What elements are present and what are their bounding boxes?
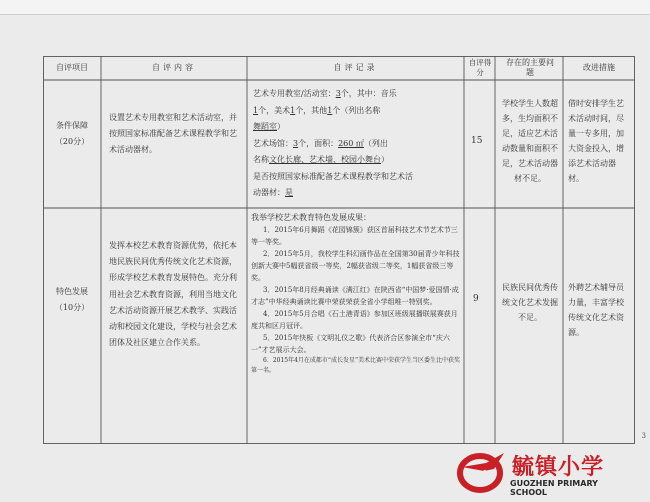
record-item-4: 4．2015年5月合唱《石土港青语》参加区班级展播联展赛获月度共和区月冠评。	[251, 310, 458, 330]
page-number: 3	[641, 432, 646, 440]
row1-measures: 借时安排学生艺术活动时间，尽量一专多用，加大资金投入，增添艺术活动器材。	[568, 99, 624, 183]
record-intro: 我举学校艺术教育特色发展成果：	[251, 213, 371, 222]
header-measures: 改进措施	[583, 63, 615, 72]
row1-problems: 学校学生人数超多，生均面积不足，适应艺术活动数量和面积不足，艺术活动器材不足。	[502, 99, 558, 183]
row1-record	[253, 86, 461, 202]
record-item-1: 1．2015年6月舞蹈《花园锦簇》获区首届科技艺术节艺术节三等一等奖。	[251, 226, 458, 246]
school-logo	[456, 447, 636, 497]
record-item-3: 3．2015年8月经典诵读《满江红》在陕西省“中国梦·爱国情·成才志”中华经典诵读比赛中荣获荣获全省小学组唯一特别奖。	[251, 286, 459, 306]
header-item: 自评项目	[56, 63, 88, 72]
row2-record	[251, 212, 461, 376]
row2-item: 特色发展（10分）	[54, 287, 90, 312]
row2-measures: 外聘艺术辅导员力量，丰富学校传统文化艺术资源。	[568, 283, 624, 337]
logo-name-cn: 毓镇小学	[512, 454, 605, 480]
row2-content: 发挥本校艺术教育资源优势，依托本地民族民间优秀传统文化艺术资源，形成学校艺术教育发展特色。充分利用社会艺术教育资源，利用当地文化艺术活动资源开展艺术教学、实践活动和校园文化建设，学校与社会艺术团体及社区建立合作关系。	[109, 241, 237, 348]
record-line-rooms: 艺术专用教室/活动室：3个，其中：音乐	[253, 89, 397, 98]
record-line-equipment-a: 动器材：是	[253, 188, 293, 197]
record-line-room-types: 1个，美术1个，其他1个（列出名称	[253, 105, 381, 115]
logo-name-en: GUOZHEN PRIMARY SCHOOL	[510, 479, 598, 497]
record-line-room-name: 舞蹈室）	[253, 122, 285, 131]
record-item-5: 5．2015年快板《文明礼仪之歌》代表济合区参演全市“庆六一”才艺展示大会。	[251, 334, 450, 354]
page-edge	[0, 0, 650, 15]
header-content: 自评内容	[152, 63, 196, 72]
evaluation-table	[43, 56, 635, 444]
header-record: 自评记录	[333, 63, 378, 72]
record-item-2: 2．2015年5月，我校学生科幻画作品在全国第30届青少年科技创新大赛中5幅获省级一等奖，2幅获省级二等奖，1幅获省级三等奖。	[251, 250, 460, 282]
record-line-venue-names: 名称文化长廊、艺术墙、校园小舞台）	[253, 155, 389, 164]
row2-score: 9	[473, 294, 479, 304]
header-score: 自评得分	[468, 58, 492, 77]
record-line-equipment-q: 是否按照国家标准配备艺术课程教学和艺术活	[253, 171, 413, 181]
row1-score: 15	[471, 136, 483, 146]
record-item-6: 6．2015年4月在成都市“成长发星”美术比赛中荣获学生当区委生比中获奖第一名。	[251, 357, 461, 374]
row1-content: 设置艺术专用教室和艺术活动室，并按照国家标准配备艺术课程教学和艺术活动器材。	[109, 113, 237, 154]
logo-emblem-icon	[456, 449, 508, 495]
header-problems: 存在的主要问题	[506, 58, 554, 77]
row2-problems: 民族民间优秀传统文化艺术发掘不足。	[502, 283, 558, 322]
row1-item: 条件保障（20分）	[54, 121, 90, 146]
record-line-venues: 艺术场馆：3个，面积：260 ㎡（列出	[253, 138, 388, 148]
